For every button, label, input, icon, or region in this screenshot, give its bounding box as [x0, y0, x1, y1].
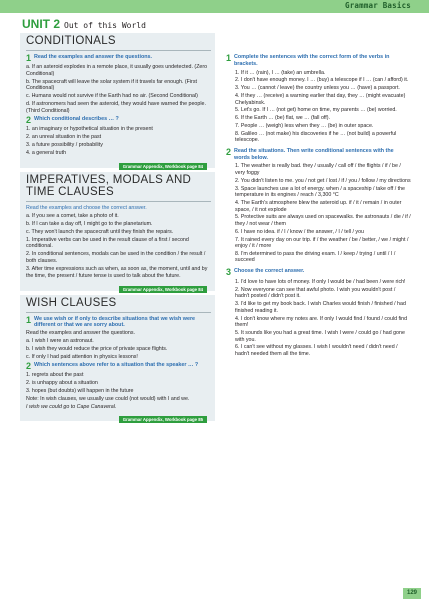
list-item: c. Humans would not survive if the Earth had no air. (Second Conditional)	[26, 93, 198, 100]
unit-title: Out of this World	[64, 21, 146, 30]
right-column	[226, 54, 411, 359]
exercise-2-instruction: 2 Read the situations. Then write conditional sentences with the words below.	[226, 146, 394, 161]
workbook-reference[interactable]: Grammar Appendix, Workbook page 85	[119, 416, 207, 423]
list-item: 3. I'd like to get my book back. I wish Charles would finish / finished / had finished reading it.	[235, 301, 406, 314]
list-item: 2. an unreal situation in the past	[26, 134, 102, 141]
exercise-3-instruction: 3 Choose the correct answer.	[226, 267, 305, 278]
list-item: b. If I can take a day off, I might go to the planetarium.	[26, 220, 153, 227]
list-item: 6. If the Earth … (be) flat, we … (fall off).	[235, 115, 330, 122]
list-item: 1. If it … (rain), I … (take) an umbrella.	[235, 69, 326, 76]
wish-heading: WISH CLAUSES	[26, 295, 211, 313]
list-item: b. I wish they would reduce the price of private space flights.	[26, 345, 168, 352]
question-number: 1	[26, 53, 32, 63]
question-text: Which conditional describes … ?	[34, 116, 119, 123]
unit-heading	[22, 17, 146, 31]
list-item: 1. The weather is really bad. they / usually / call off / the flights / if / be / very foggy	[235, 163, 401, 177]
question-number: 2	[26, 115, 32, 126]
list-item: a. If you see a comet, take a photo of it.	[26, 212, 119, 219]
list-item: c. If only I had paid attention in physics lessons!	[26, 353, 138, 360]
list-item: c. They won't launch the spacecraft until they finish the repairs.	[26, 228, 174, 235]
wish-box	[20, 295, 215, 422]
question-text: Which sentences above refer to a situation that the speaker … ?	[34, 362, 199, 369]
question-number: 2	[26, 361, 32, 372]
list-item: 8. I'm determined to pass the driving exam. I / keep / trying / until / I / succeed	[235, 250, 396, 264]
instruction-text: Read the examples and answer the questions.	[26, 330, 135, 337]
list-item: a. I wish I were an astronaut.	[26, 337, 94, 344]
unit-label: UNIT 2	[22, 17, 61, 31]
list-item: 6. I have no idea. if / I / know / the answer, / I / tell / you	[235, 228, 364, 235]
list-item: 7. It rained every day on our trip. if / the weather / be / better, / we / might / enjoy / it / more	[235, 236, 409, 250]
question-text: Read the examples and answer the questions.	[34, 54, 153, 60]
list-item: 2. I don't have enough money. I … (buy) a telescope if I … (can / afford) it.	[235, 77, 409, 84]
note-example: I wish we could go to Cape Canaveral.	[26, 403, 117, 410]
list-item: 1. I'd love to have lots of money. If only I would be / had been / were rich!	[235, 279, 406, 286]
list-item: 3. Space launches use a lot of energy. when / a spaceship / take off / the temperature in its engines / reach / 3,300 °C	[235, 185, 406, 199]
question-number: 1	[26, 314, 32, 325]
exercise-number: 3	[226, 267, 232, 278]
exercise-1-instruction: 1 Complete the sentences with the correct form of the verbs in brackets.	[226, 53, 390, 67]
conditionals-q1	[26, 54, 211, 63]
list-item: 2. is unhappy about a situation	[26, 380, 98, 387]
question-text: We use wish or if only to describe situations that we wish were different or that we are sorry about.	[34, 315, 196, 329]
list-item: 4. a general truth	[26, 150, 67, 157]
list-item: 8. Galileo … (not make) his discoveries if he … (not build) a powerful telescope.	[235, 130, 397, 144]
list-item: 2. In conditional sentences, modals can be used in the condition / the result / both clauses.	[26, 251, 206, 264]
wish-q2	[26, 362, 211, 371]
list-item: 2. Now everyone can see that awful photo. I wish you wouldn't post / hadn't posted / didn't post it.	[235, 286, 396, 300]
list-item: 4. I don't know where my notes are. If only I would find / found / could find them!	[235, 315, 408, 329]
left-column	[20, 33, 215, 425]
instruction-text: Read the examples and choose the correct answer.	[26, 205, 147, 212]
imperatives-heading: IMPERATIVES, MODALS AND TIME CLAUSES	[26, 172, 211, 202]
list-item: 7. People … (weigh) less when they … (be) in outer space.	[235, 122, 374, 129]
list-item: 1. Imperative verbs can be used in the result clause of a first / second conditional.	[26, 236, 189, 250]
note-text: Note: In wish clauses, we usually use could (not would) with I and we.	[26, 396, 190, 403]
exercise-number: 1	[226, 53, 232, 63]
conditionals-box	[20, 33, 215, 168]
list-item: b. The spacecraft will leave the solar system if it travels far enough. (First Conditional)	[26, 78, 197, 92]
conditionals-heading: CONDITIONALS	[26, 33, 211, 51]
list-item: 3. hopes (but doubts) will happen in the future	[26, 388, 134, 395]
workbook-reference[interactable]: Grammar Appendix, Workbook page 84	[119, 163, 207, 170]
header-title: Grammar Basics	[344, 1, 411, 10]
list-item: a. If an asteroid explodes in a remote place, it usually goes undetected. (Zero Conditional)	[26, 64, 208, 77]
list-item: 3. a future possibility / probability	[26, 142, 103, 149]
page-number: 129	[403, 588, 421, 599]
list-item: 2. You didn't listen to me. you / not get / lost / if / you / follow / my directions	[235, 177, 411, 184]
list-item: 1. regrets about the past	[26, 372, 84, 379]
list-item: 4. The Earth's atmosphere blew the asteroid up. if / it / remain / in outer space, / it not explode	[235, 199, 402, 213]
exercise-number: 2	[226, 146, 232, 157]
conditionals-q2	[26, 116, 211, 125]
list-item: 5. Let's go. If I … (not get) home on time, my parents … (be) worried.	[235, 107, 397, 114]
imperatives-box	[20, 172, 215, 290]
list-item: 1. an imaginary or hypothetical situation in the present	[26, 126, 153, 133]
list-item: 4. If they … (receive) a warning earlier that day, they … (might evacuate) Chelyabinsk.	[235, 92, 406, 106]
list-item: 5. It sounds like you had a great time. I wish I were / could go / had gone with you.	[235, 329, 405, 343]
list-item: 3. You … (cannot / leave) the country unless you … (have) a passport.	[235, 85, 400, 92]
list-item: 6. I can't see without my glasses. I wish I wouldn't need / didn't need / hadn't needed them all the time.	[235, 344, 398, 357]
workbook-reference[interactable]: Grammar Appendix, Workbook page 84	[119, 286, 207, 293]
list-item: 5. Protective suits are always used on spacewalks. the astronauts / die / if / they / not wear / them	[235, 214, 411, 227]
list-item: d. If astronomers had seen the asteroid, they would have warned the people. (Third Conditional)	[26, 101, 206, 114]
top-banner	[0, 0, 429, 13]
wish-q1	[26, 316, 211, 330]
list-item: 3. After time expressions such as when, as soon as, the moment, until and by the time, the present / future tense is used to talk about the future.	[26, 265, 208, 279]
